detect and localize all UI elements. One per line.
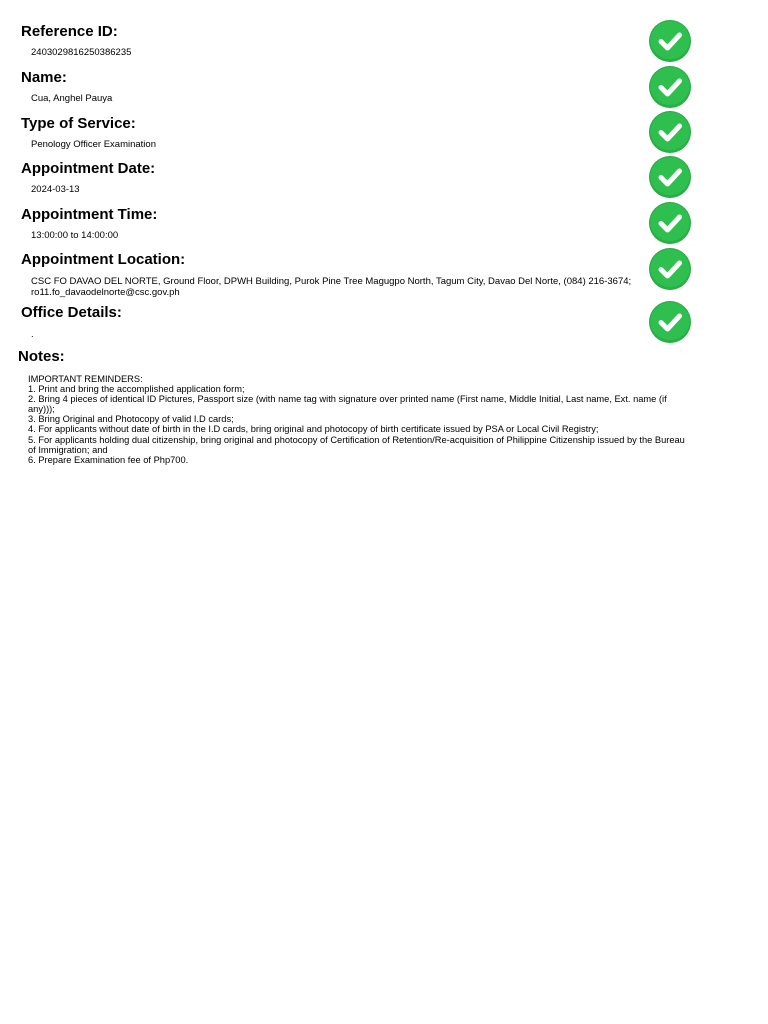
notes-line: 1. Print and bring the accomplished application form;	[28, 384, 245, 395]
appointment-location-field	[21, 251, 651, 298]
type-of-service-label: Type of Service:	[21, 115, 136, 132]
notes-line: 5. For applicants holding dual citizenship, bring original and photocopy of Certification of Retention/Re-acquisition of Philippine Citizenship issued by the Bureau of Immigration; and	[28, 434, 685, 455]
check-circle-icon	[650, 21, 690, 61]
check-circle-icon	[650, 67, 690, 107]
reference-id-value: 2403029816250386235	[31, 47, 132, 58]
reference-id-label: Reference ID:	[21, 23, 118, 40]
office-details-value: .	[31, 329, 34, 340]
notes-line: 3. Bring Original and Photocopy of valid I.D cards;	[28, 414, 234, 425]
notes-body	[28, 374, 688, 465]
check-circle-icon	[650, 203, 690, 243]
check-circle-icon	[650, 249, 690, 289]
appointment-date-label: Appointment Date:	[21, 160, 156, 177]
notes-section	[18, 348, 688, 465]
office-details-label: Office Details:	[21, 304, 122, 321]
office-details-field	[21, 304, 651, 341]
appointment-time-value: 13:00:00 to 14:00:00	[31, 230, 119, 241]
appointment-location-label: Appointment Location:	[21, 251, 186, 268]
check-circle-icon	[650, 302, 690, 342]
name-field	[21, 69, 651, 105]
reference-id-field	[21, 23, 651, 59]
appointment-time-field	[21, 206, 651, 242]
notes-line: IMPORTANT REMINDERS:	[28, 374, 143, 384]
notes-line: 4. For applicants without date of birth in the I.D cards, bring original and photocopy of birth certificate issued by PSA or Local Civil Registry;	[28, 424, 599, 435]
type-of-service-field	[21, 115, 651, 151]
name-value: Cua, Anghel Pauya	[31, 93, 113, 104]
notes-line: 6. Prepare Examination fee of Php700.	[28, 454, 189, 465]
notes-label: Notes:	[18, 348, 65, 365]
check-circle-icon	[650, 112, 690, 152]
check-circle-icon	[650, 157, 690, 197]
appointment-date-value: 2024-03-13	[31, 184, 80, 195]
appointment-location-value: CSC FO DAVAO DEL NORTE, Ground Floor, DPWH Building, Purok Pine Tree Magugpo North, Tagum City, Davao Del Norte, (084) 216-3674; ro11.fo_davaodelnorte@csc.gov.ph	[31, 276, 632, 298]
appointment-time-label: Appointment Time:	[21, 206, 158, 223]
appointment-date-field	[21, 160, 651, 196]
type-of-service-value: Penology Officer Examination	[31, 139, 156, 150]
name-label: Name:	[21, 69, 67, 86]
notes-line: 2. Bring 4 pieces of identical ID Pictures, Passport size (with name tag with signature over printed name (First name, Middle Initial, Last name, Ext. name (if any)));	[28, 394, 667, 415]
